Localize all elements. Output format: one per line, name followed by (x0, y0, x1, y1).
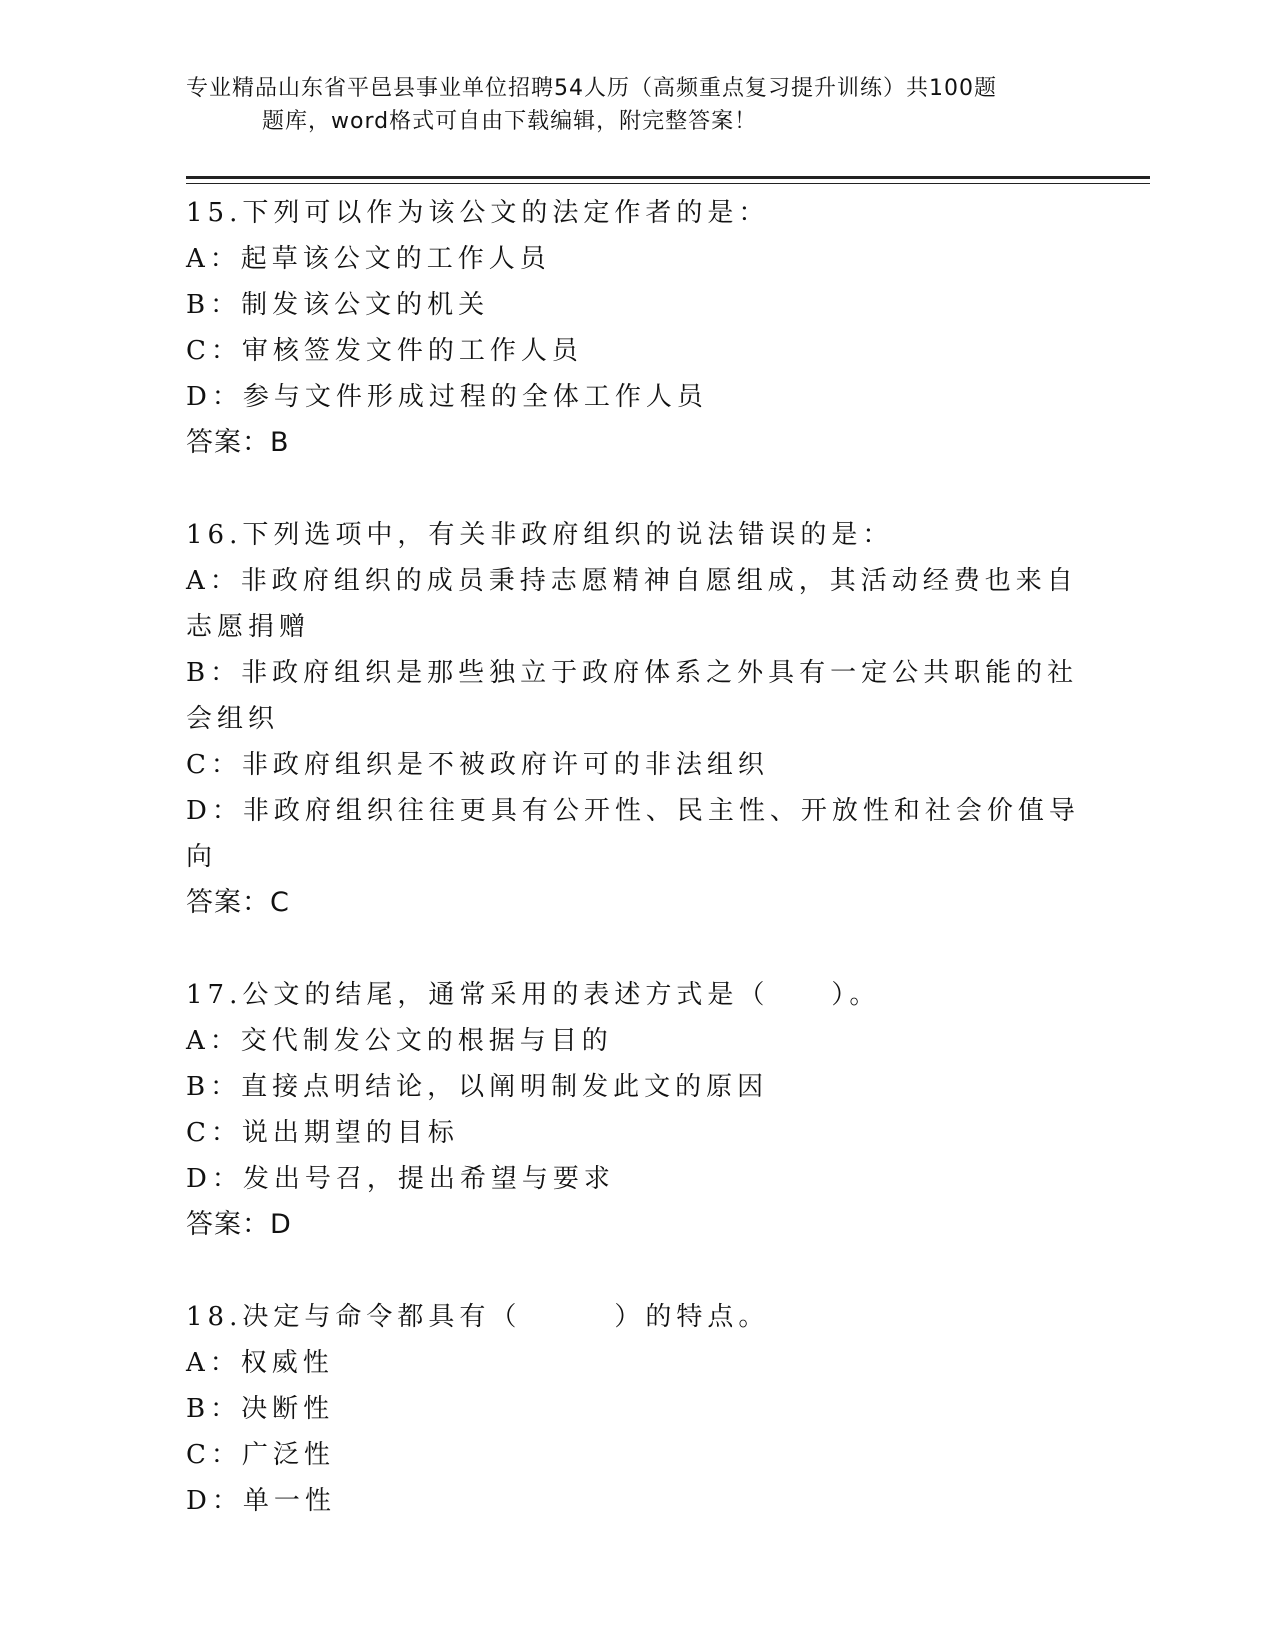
header-rule-thin (186, 183, 1150, 184)
question-stem: 16.下列选项中，有关非政府组织的说法错误的是： (186, 520, 894, 550)
header-rule-thick (186, 176, 1150, 179)
question-stem: 17.公文的结尾，通常采用的表述方式是（ ）。 (186, 980, 881, 1010)
option-b: B：制发该公文的机关 (186, 290, 490, 320)
option-c: C：审核签发文件的工作人员 (186, 336, 583, 366)
answer-label: 答案：B (186, 427, 290, 458)
question-15 (186, 190, 1086, 466)
question-17 (186, 972, 1086, 1248)
option-d: D：发出号召，提出希望与要求 (186, 1164, 615, 1194)
option-c: C：非政府组织是不被政府许可的非法组织 (186, 750, 769, 780)
answer-label: 答案：D (186, 1209, 292, 1240)
option-a: A：权威性 (186, 1348, 334, 1378)
option-b: B：直接点明结论，以阐明制发此文的原因 (186, 1072, 769, 1102)
option-c: C：广泛性 (186, 1440, 335, 1470)
option-c: C：说出期望的目标 (186, 1118, 459, 1148)
option-d: D：非政府组织往往更具有公开性、民主性、开放性和社会价值导向 (186, 796, 1080, 872)
option-b: B：决断性 (186, 1394, 335, 1424)
question-stem: 15.下列可以作为该公文的法定作者的是： (186, 198, 770, 228)
question-18 (186, 1294, 1086, 1524)
header-title-line1: 专业精品山东省平邑县事业单位招聘54人历（高频重点复习提升训练）共100题 (186, 76, 997, 101)
question-16 (186, 512, 1086, 926)
option-a: A：起草该公文的工作人员 (186, 244, 551, 274)
question-stem: 18.决定与命令都具有（ ）的特点。 (186, 1302, 770, 1332)
option-d: D：参与文件形成过程的全体工作人员 (186, 382, 708, 412)
document-header (186, 72, 1086, 138)
option-a: A：非政府组织的成员秉持志愿精神自愿组成，其活动经费也来自志愿捐赠 (186, 566, 1078, 642)
answer-label: 答案：C (186, 887, 290, 918)
option-d: D：单一性 (186, 1486, 336, 1516)
option-a: A：交代制发公文的根据与目的 (186, 1026, 613, 1056)
option-b: B：非政府组织是那些独立于政府体系之外具有一定公共职能的社会组织 (186, 658, 1079, 734)
header-title-line2: 题库，word格式可自由下载编辑，附完整答案！ (262, 109, 758, 134)
question-list (186, 190, 1086, 1570)
